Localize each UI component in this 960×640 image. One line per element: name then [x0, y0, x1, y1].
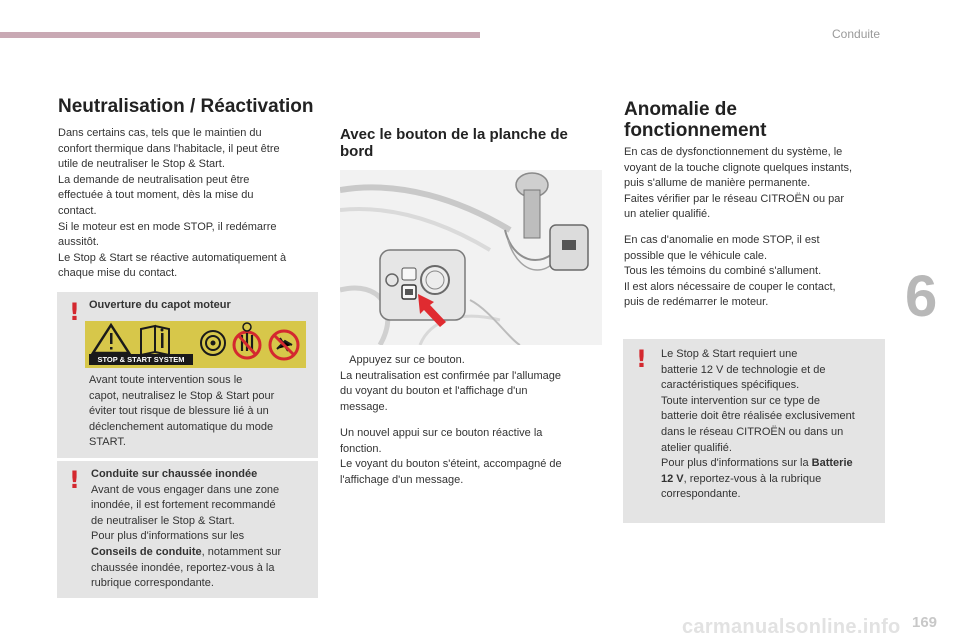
malfunction-paragraph-2: En cas d'anomalie en mode STOP, il est possible que le véhicule cale. Tous les témoins du combiné s'allument. Il est alors nécessaire de couper le contact, puis de redémarrer le moteur.	[624, 234, 836, 309]
press-button-instructions: Appuyez sur ce bouton. La neutralisation est confirmée par l'allumage du voyant du bouton et l'affichage d'un message.	[340, 354, 561, 413]
page-title: Neutralisation / Réactivation	[58, 96, 314, 117]
warning-exclamation-icon: !	[636, 345, 647, 373]
section-label: Conduite	[832, 27, 881, 41]
watermark: carmanualsonline.info	[682, 616, 901, 638]
dashboard-photo-illustration	[340, 170, 602, 345]
malfunction-paragraph-1: En cas de dysfonctionnement du système, le voyant de la touche clignote quelques instants, puis s'allume de manière permanente. Faites vérifier par le réseau CITROËN ou par un atelier qualifié.	[624, 146, 853, 221]
dashboard-button-photo	[340, 170, 602, 345]
intro-paragraph: Dans certains cas, tels que le maintien du confort thermique dans l'habitacle, il peut être utile de neutraliser le Stop & Start. La demande de neutralisation peut être effectuée à tout moment, dès la mise du contact. Si le moteur est en mode STOP, il redémarre aussitôt. Le Stop & Start se réactive automatiquement à chaque mise du contact.	[58, 127, 287, 280]
battery-warning-text: Le Stop & Start requiert une batterie 12 V de technologie et de caractéristiques spécifiques. Toute intervention sur ce type de batterie doit être réalisée exclusivement dans le réseau CITROËN ou dans un atelier qualifié. Pour plus d'informations sur la Batterie 12 V, reportez-vous à la rubrique correspondante.	[661, 348, 855, 501]
flood-warning-text: Conduite sur chaussée inondée Avant de vous engager dans une zone inondée, il est fortement recommandé de neutraliser le Stop & Start. Pour plus d'informations sur les Conseils de conduite, notamment sur chaussée inondée, reportez-vous à la rubrique correspondante.	[91, 468, 282, 590]
chapter-number: 6	[905, 264, 938, 329]
battery-warning-box	[623, 339, 885, 523]
warning-exclamation-icon: !	[69, 466, 80, 494]
hood-warning-box	[57, 292, 318, 458]
flood-warning-box	[57, 461, 318, 598]
stop-start-warning-pictogram	[85, 321, 306, 368]
reactivation-text: Un nouvel appui sur ce bouton réactive la fonction. Le voyant du bouton s'éteint, accompagné de l'affichage d'un message.	[340, 427, 562, 486]
stop-start-system-badge: STOP & START SYSTEM	[89, 354, 193, 365]
hood-warning-text: Avant toute intervention sous le capot, neutralisez le Stop & Start pour éviter tout risque de blessure lié à un déclenchement automatique du mode START.	[89, 374, 275, 449]
malfunction-heading: Anomalie de fonctionnement	[624, 99, 767, 141]
dashboard-button-heading: Avec le bouton de la planche de bord	[340, 126, 568, 160]
page-number: 169	[912, 614, 938, 631]
header-accent-bar	[0, 32, 480, 38]
hood-warning-title: Ouverture du capot moteur	[89, 299, 231, 311]
warning-exclamation-icon: !	[69, 298, 80, 326]
